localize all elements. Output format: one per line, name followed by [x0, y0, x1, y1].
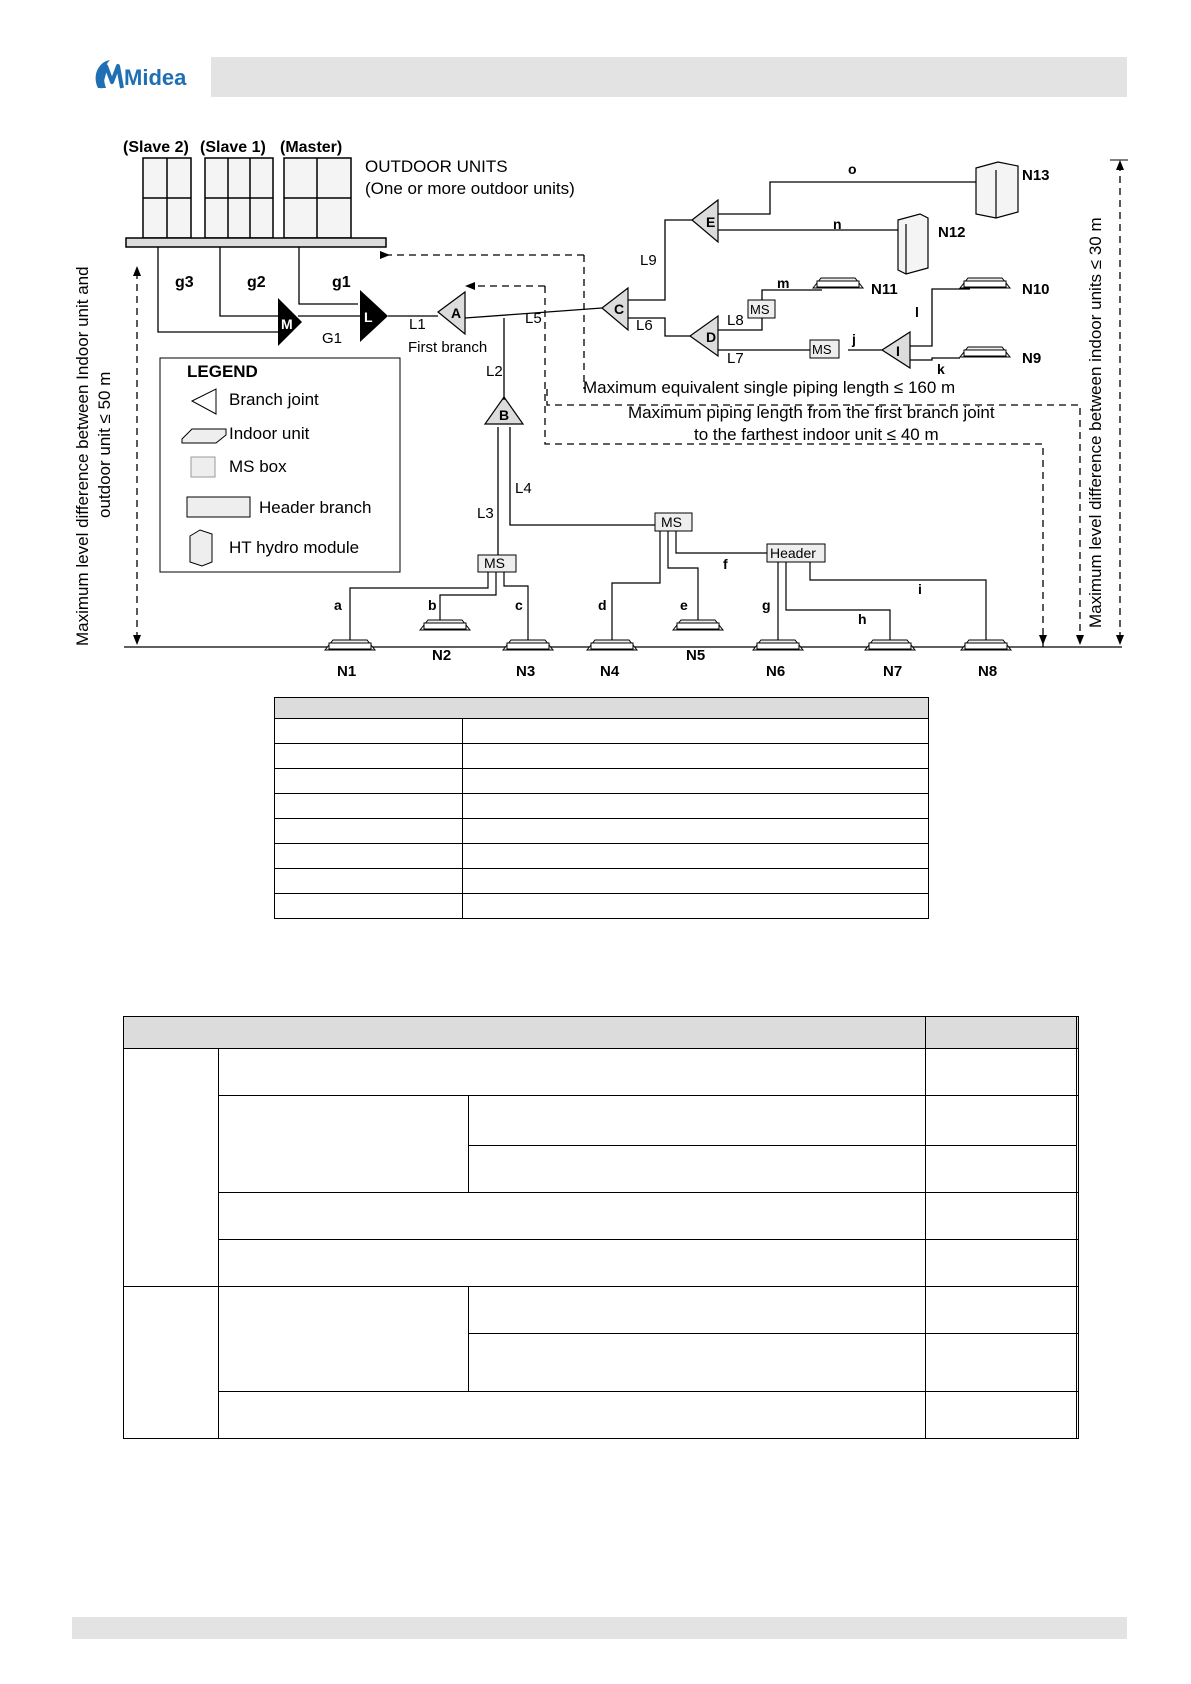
pipe-G1: G1	[322, 330, 343, 347]
footer-bar	[72, 1617, 1127, 1639]
pipe-a: a	[334, 597, 342, 613]
outdoor-subtitle: (One or more outdoor units)	[365, 179, 575, 198]
label-slave1: (Slave 1)	[200, 139, 266, 156]
table-row	[275, 744, 929, 769]
pipe-g3: g3	[175, 274, 194, 291]
indoor-N7: N7	[883, 663, 903, 680]
table-row	[275, 869, 929, 894]
indoor-N1: N1	[337, 663, 357, 680]
first-branch-label: First branch	[408, 339, 488, 356]
outdoor-units	[126, 158, 386, 247]
indoor-N2: N2	[432, 647, 452, 664]
label-slave2: (Slave 2)	[123, 139, 189, 156]
svg-text:MS: MS	[812, 342, 832, 357]
svg-text:E: E	[706, 214, 716, 230]
indoor-N6: N6	[766, 663, 786, 680]
table-row	[275, 794, 929, 819]
indoor-N5: N5	[686, 647, 706, 664]
outdoor-title: OUTDOOR UNITS	[365, 157, 508, 176]
max-equivalent-length: Maximum equivalent single piping length ≤ 160 m	[583, 378, 956, 397]
max-first-branch-line1: Maximum piping length from the first branch joint	[628, 403, 995, 422]
pipe-c: c	[515, 597, 523, 613]
hydro-module-N13	[976, 162, 1018, 218]
table-row	[124, 1049, 1079, 1096]
pipe-g2: g2	[247, 274, 266, 291]
table1-header-row	[275, 698, 929, 719]
pipe-L1: L1	[409, 316, 426, 333]
svg-text:MS: MS	[750, 302, 770, 317]
pipe-m: m	[777, 275, 790, 291]
svg-text:MS: MS	[484, 555, 505, 571]
pipe-L6: L6	[636, 317, 653, 334]
legend	[160, 358, 400, 572]
pipe-f: f	[723, 556, 728, 572]
indoor-N10: N10	[1022, 281, 1050, 298]
piping-table-1	[274, 697, 929, 919]
svg-text:L: L	[364, 309, 373, 325]
table-row	[275, 719, 929, 744]
piping-table-2	[123, 1016, 1079, 1439]
pipe-n: n	[833, 216, 842, 232]
pipe-b: b	[428, 597, 437, 613]
indoor-N9: N9	[1022, 350, 1042, 367]
indoor-N4: N4	[600, 663, 620, 680]
hydro-module-N12	[898, 214, 928, 274]
svg-text:MS: MS	[661, 514, 682, 530]
pipe-L3: L3	[477, 505, 494, 522]
table-row	[124, 1392, 1079, 1439]
svg-text:C: C	[614, 301, 625, 317]
legend-title: LEGEND	[187, 362, 258, 381]
svg-text:MS box: MS box	[229, 457, 287, 476]
pipe-g: g	[762, 597, 771, 613]
pipe-L8: L8	[727, 312, 744, 329]
pipe-j: j	[852, 331, 856, 347]
indoor-N12: N12	[938, 224, 966, 241]
svg-text:B: B	[499, 407, 510, 423]
label-master: (Master)	[280, 139, 343, 156]
svg-text:I: I	[896, 343, 900, 359]
pipe-h: h	[858, 611, 867, 627]
left-level-diff-line1: Maximum level difference between Indoor unit and	[73, 266, 92, 646]
left-level-diff-line2: outdoor unit ≤ 50 m	[95, 371, 114, 518]
pipe-d: d	[598, 597, 607, 613]
indoor-N13: N13	[1022, 167, 1050, 184]
pipe-k: k	[937, 361, 945, 377]
svg-text:Branch joint: Branch joint	[229, 390, 319, 409]
pipe-L5: L5	[525, 310, 542, 327]
table-row	[124, 1193, 1079, 1240]
pipe-L4: L4	[515, 480, 532, 497]
legend-ms-box-icon	[191, 457, 215, 477]
svg-text:Header: Header	[770, 545, 816, 561]
table-row	[275, 844, 929, 869]
svg-text:M: M	[281, 316, 293, 332]
svg-text:Header branch: Header branch	[259, 498, 372, 517]
table-row	[275, 819, 929, 844]
indoor-N3: N3	[516, 663, 536, 680]
svg-text:D: D	[706, 329, 717, 345]
table-row	[275, 769, 929, 794]
svg-text:Midea: Midea	[124, 65, 187, 90]
pipe-L7: L7	[727, 350, 744, 367]
table-row	[124, 1096, 1079, 1146]
pipe-g1: g1	[332, 274, 351, 291]
pipe-o: o	[848, 161, 857, 177]
right-level-diff: Maximum level difference between indoor units ≤ 30 m	[1086, 217, 1105, 628]
table-row	[124, 1240, 1079, 1287]
piping-diagram	[0, 0, 1191, 700]
svg-text:A: A	[451, 305, 462, 321]
table-row	[275, 894, 929, 919]
pipe-e: e	[680, 597, 688, 613]
indoor-N8: N8	[978, 663, 998, 680]
indoor-N11: N11	[871, 281, 898, 298]
pipe-i: i	[918, 581, 922, 597]
legend-hydro-module-icon	[190, 530, 212, 566]
svg-text:Indoor unit: Indoor unit	[229, 424, 310, 443]
pipe-L2: L2	[486, 363, 503, 380]
legend-header-branch-icon	[187, 497, 250, 517]
max-first-branch-line2: to the farthest indoor unit ≤ 40 m	[694, 425, 939, 444]
pipe-L9: L9	[640, 252, 657, 269]
svg-text:HT hydro module: HT hydro module	[229, 538, 360, 557]
table-row	[124, 1287, 1079, 1334]
pipe-l: l	[915, 304, 919, 320]
